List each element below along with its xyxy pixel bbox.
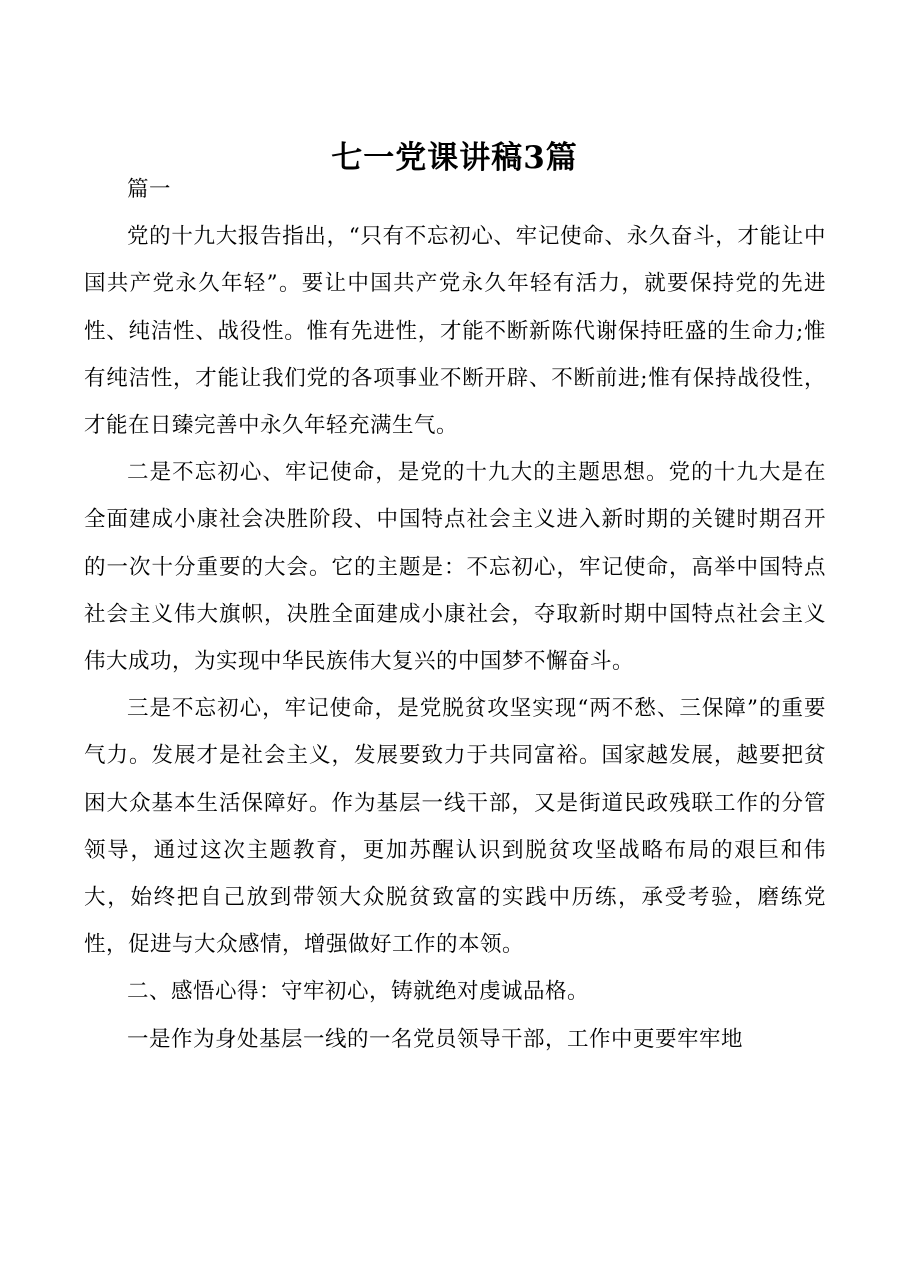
section-heading: 二、感悟心得：守牢初心，铸就绝对虔诚品格。: [127, 979, 590, 1005]
body-paragraph: 一是作为身处基层一线的一名党员领导干部，工作中更要牢牢地: [127, 1026, 744, 1052]
document-body: [84, 166, 826, 1063]
body-paragraph: 三是不忘初心，牢记使命，是党脱贫攻坚实现“两不愁、三保障”的重要气力。发展才是社会主义，发展要致力于共同富裕。国家越发展，越要把贫困大众基本生活保障好。作为基层一线干部，又是街道民政残联工作的分管领导，通过这次主题教育，更加苏醒认识到脱贫攻坚战略布局的艰巨和伟大，始终把自己放到带领大众脱贫致富的实践中历练，承受考验，磨练党性，促进与大众感情，增强做好工作的本领。: [84, 696, 826, 958]
body-paragraph: 二是不忘初心、牢记使命，是党的十九大的主题思想。党的十九大是在全面建成小康社会决胜阶段、中国特点社会主义进入新时期的关键时期召开的一次十分重要的大会。它的主题是：不忘初心，牢记使命，高举中国特点社会主义伟大旗帜，决胜全面建成小康社会，夺取新时期中国特点社会主义伟大成功，为实现中华民族伟大复兴的中国梦不懈奋斗。: [84, 460, 826, 675]
document-title: 七一党课讲稿3篇: [331, 139, 578, 176]
section-heading-part-one: 篇一: [127, 177, 172, 202]
body-paragraph: 党的十九大报告指出，“只有不忘初心、牢记使命、永久奋斗，才能让中国共产党永久年轻”。要让中国共产党永久年轻有活力，就要保持党的先进性、纯洁性、战役性。惟有先进性，才能不断新陈代谢保持旺盛的生命力;惟有纯洁性，才能让我们党的各项事业不断开辟、不断前进;惟有保持战役性，才能在日臻完善中永久年轻充满生气。: [84, 224, 826, 439]
